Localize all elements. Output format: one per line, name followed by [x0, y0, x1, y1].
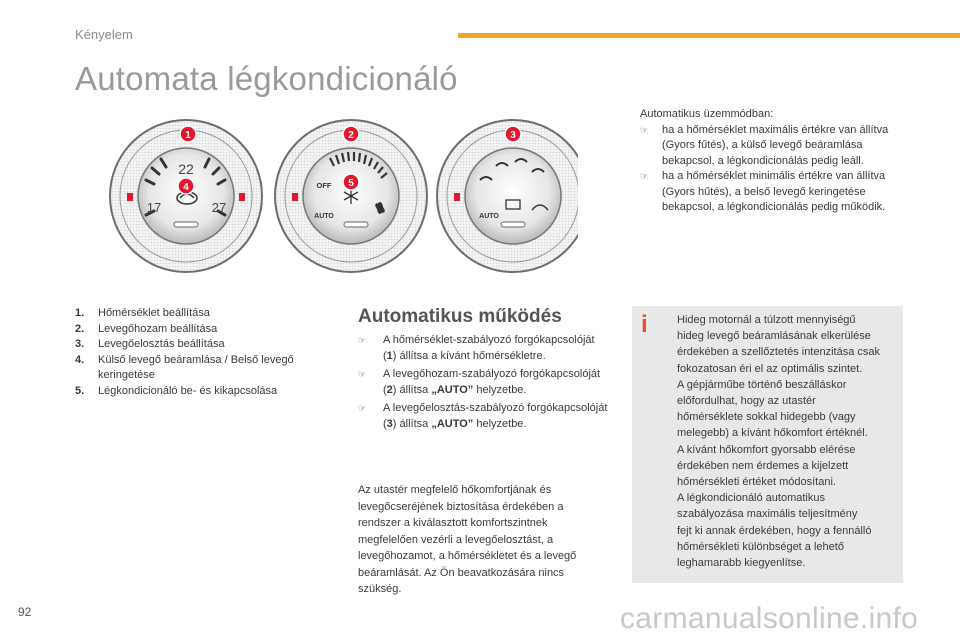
legend-item: 1. Hőmérséklet beállítása	[75, 307, 210, 319]
list-item: ☞ ha a hőmérséklet minimális értékre van állítva (Gyors hűtés), a belső levegő keringetése bekapcsol, a légkondicionálás pedig működik.	[640, 169, 905, 216]
bullet-icon: ☞	[640, 171, 649, 181]
badge-4	[178, 178, 194, 194]
section-heading: Automatikus működés	[358, 306, 562, 327]
bullet-icon: ☞	[640, 124, 649, 135]
controls-legend	[75, 306, 335, 399]
auto-description: Az utastér megfelelő hőkomfortjának és levegőcseréjének biztosítása érdekében a rendszer a kiválasztott komfortszintnek megfelelően vezérli a levegőelosztást, a levegőhozamot, a hőmérsékletet és a levegő beáramlását. Az Ön beavatkozására nincs szükség.	[358, 484, 577, 595]
bullet-icon: ☞	[358, 335, 367, 345]
climate-control-knobs-illustration	[108, 118, 578, 278]
fan-speed-knob	[275, 120, 427, 272]
list-item: ☞ A levegőelosztás-szabályozó forgókapcsolóját (3) állítsa „AUTO” helyzetbe.	[358, 402, 608, 430]
temp-scale-17: 17	[146, 200, 162, 215]
air-distribution-knob	[437, 120, 578, 272]
info-text: Hideg motornál a túlzott mennyiségű hideg levegő beáramlásának elkerülése érdekében a szellőztetés intenzitása csak fokozatosan éri el az optimális szintet. A gépjárműbe történő beszálláskor előfordulhat, hogy az utastér hőmérséklete sokkal hidegebb (vagy melegebb) a kívánt hőkomfort értéknél. A kívánt hőkomfort gyorsabb elérése érdekében nem érdemes a kijelzett hőmérsékleti értéket módosítani. A légkondicionáló automatikus szabályozása maximális teljesítmény fejt ki annak érdekében, hogy a fennálló hőmérsékleti különbséget a lehető leghamarabb kiegyenlítse.	[677, 314, 881, 570]
auto-label-fan: AUTO	[314, 213, 334, 220]
auto-steps	[358, 332, 608, 434]
auto-mode-lead: Automatikus üzemmódban:	[640, 108, 774, 120]
list-item: ☞ A levegőhozam-szabályozó forgókapcsolóját (2) állítsa „AUTO” helyzetbe.	[358, 368, 601, 396]
temp-scale-27: 27	[211, 200, 227, 215]
header-accent-bar	[458, 33, 960, 38]
badge-1	[180, 126, 196, 142]
legend-item: 5. Légkondicionáló be- és kikapcsolása	[75, 384, 278, 397]
legend-item: 2. Levegőhozam beállítása	[75, 322, 218, 335]
bullet-icon: ☞	[358, 403, 367, 413]
bullet-icon: ☞	[358, 369, 367, 379]
list-item: ☞ ha a hőmérséklet maximális értékre van állítva (Gyors fűtés), a külső levegő beáramlása bekapcsol, a légkondicionálás pedig leáll.	[640, 123, 905, 170]
info-icon: i	[641, 311, 648, 338]
badge-2	[343, 126, 359, 142]
page-number: 92	[18, 605, 32, 619]
off-label: OFF	[316, 181, 332, 190]
temp-scale-22: 22	[178, 161, 194, 177]
svg-text:1: 1	[185, 130, 191, 141]
svg-text:5: 5	[348, 178, 354, 189]
legend-item: 4. Külső levegő beáramlása / Belső levegő keringetése	[75, 353, 294, 381]
badge-5	[343, 174, 359, 190]
page-title: Automata légkondicionáló	[75, 60, 458, 97]
legend-item: 3. Levegőelosztás beállítása	[75, 338, 225, 350]
svg-text:2: 2	[348, 130, 354, 141]
section-label: Kényelem	[75, 27, 133, 42]
svg-text:4: 4	[183, 182, 189, 193]
watermark: carmanualsonline.info	[620, 602, 919, 635]
auto-label-distribution: AUTO	[479, 213, 499, 220]
temperature-knob	[110, 120, 262, 272]
auto-mode-intro	[640, 107, 905, 216]
badge-3	[505, 126, 521, 142]
list-item: ☞ A hőmérséklet-szabályozó forgókapcsolóját (1) állítsa a kívánt hőmérsékletre.	[358, 334, 595, 362]
svg-text:3: 3	[510, 130, 516, 141]
